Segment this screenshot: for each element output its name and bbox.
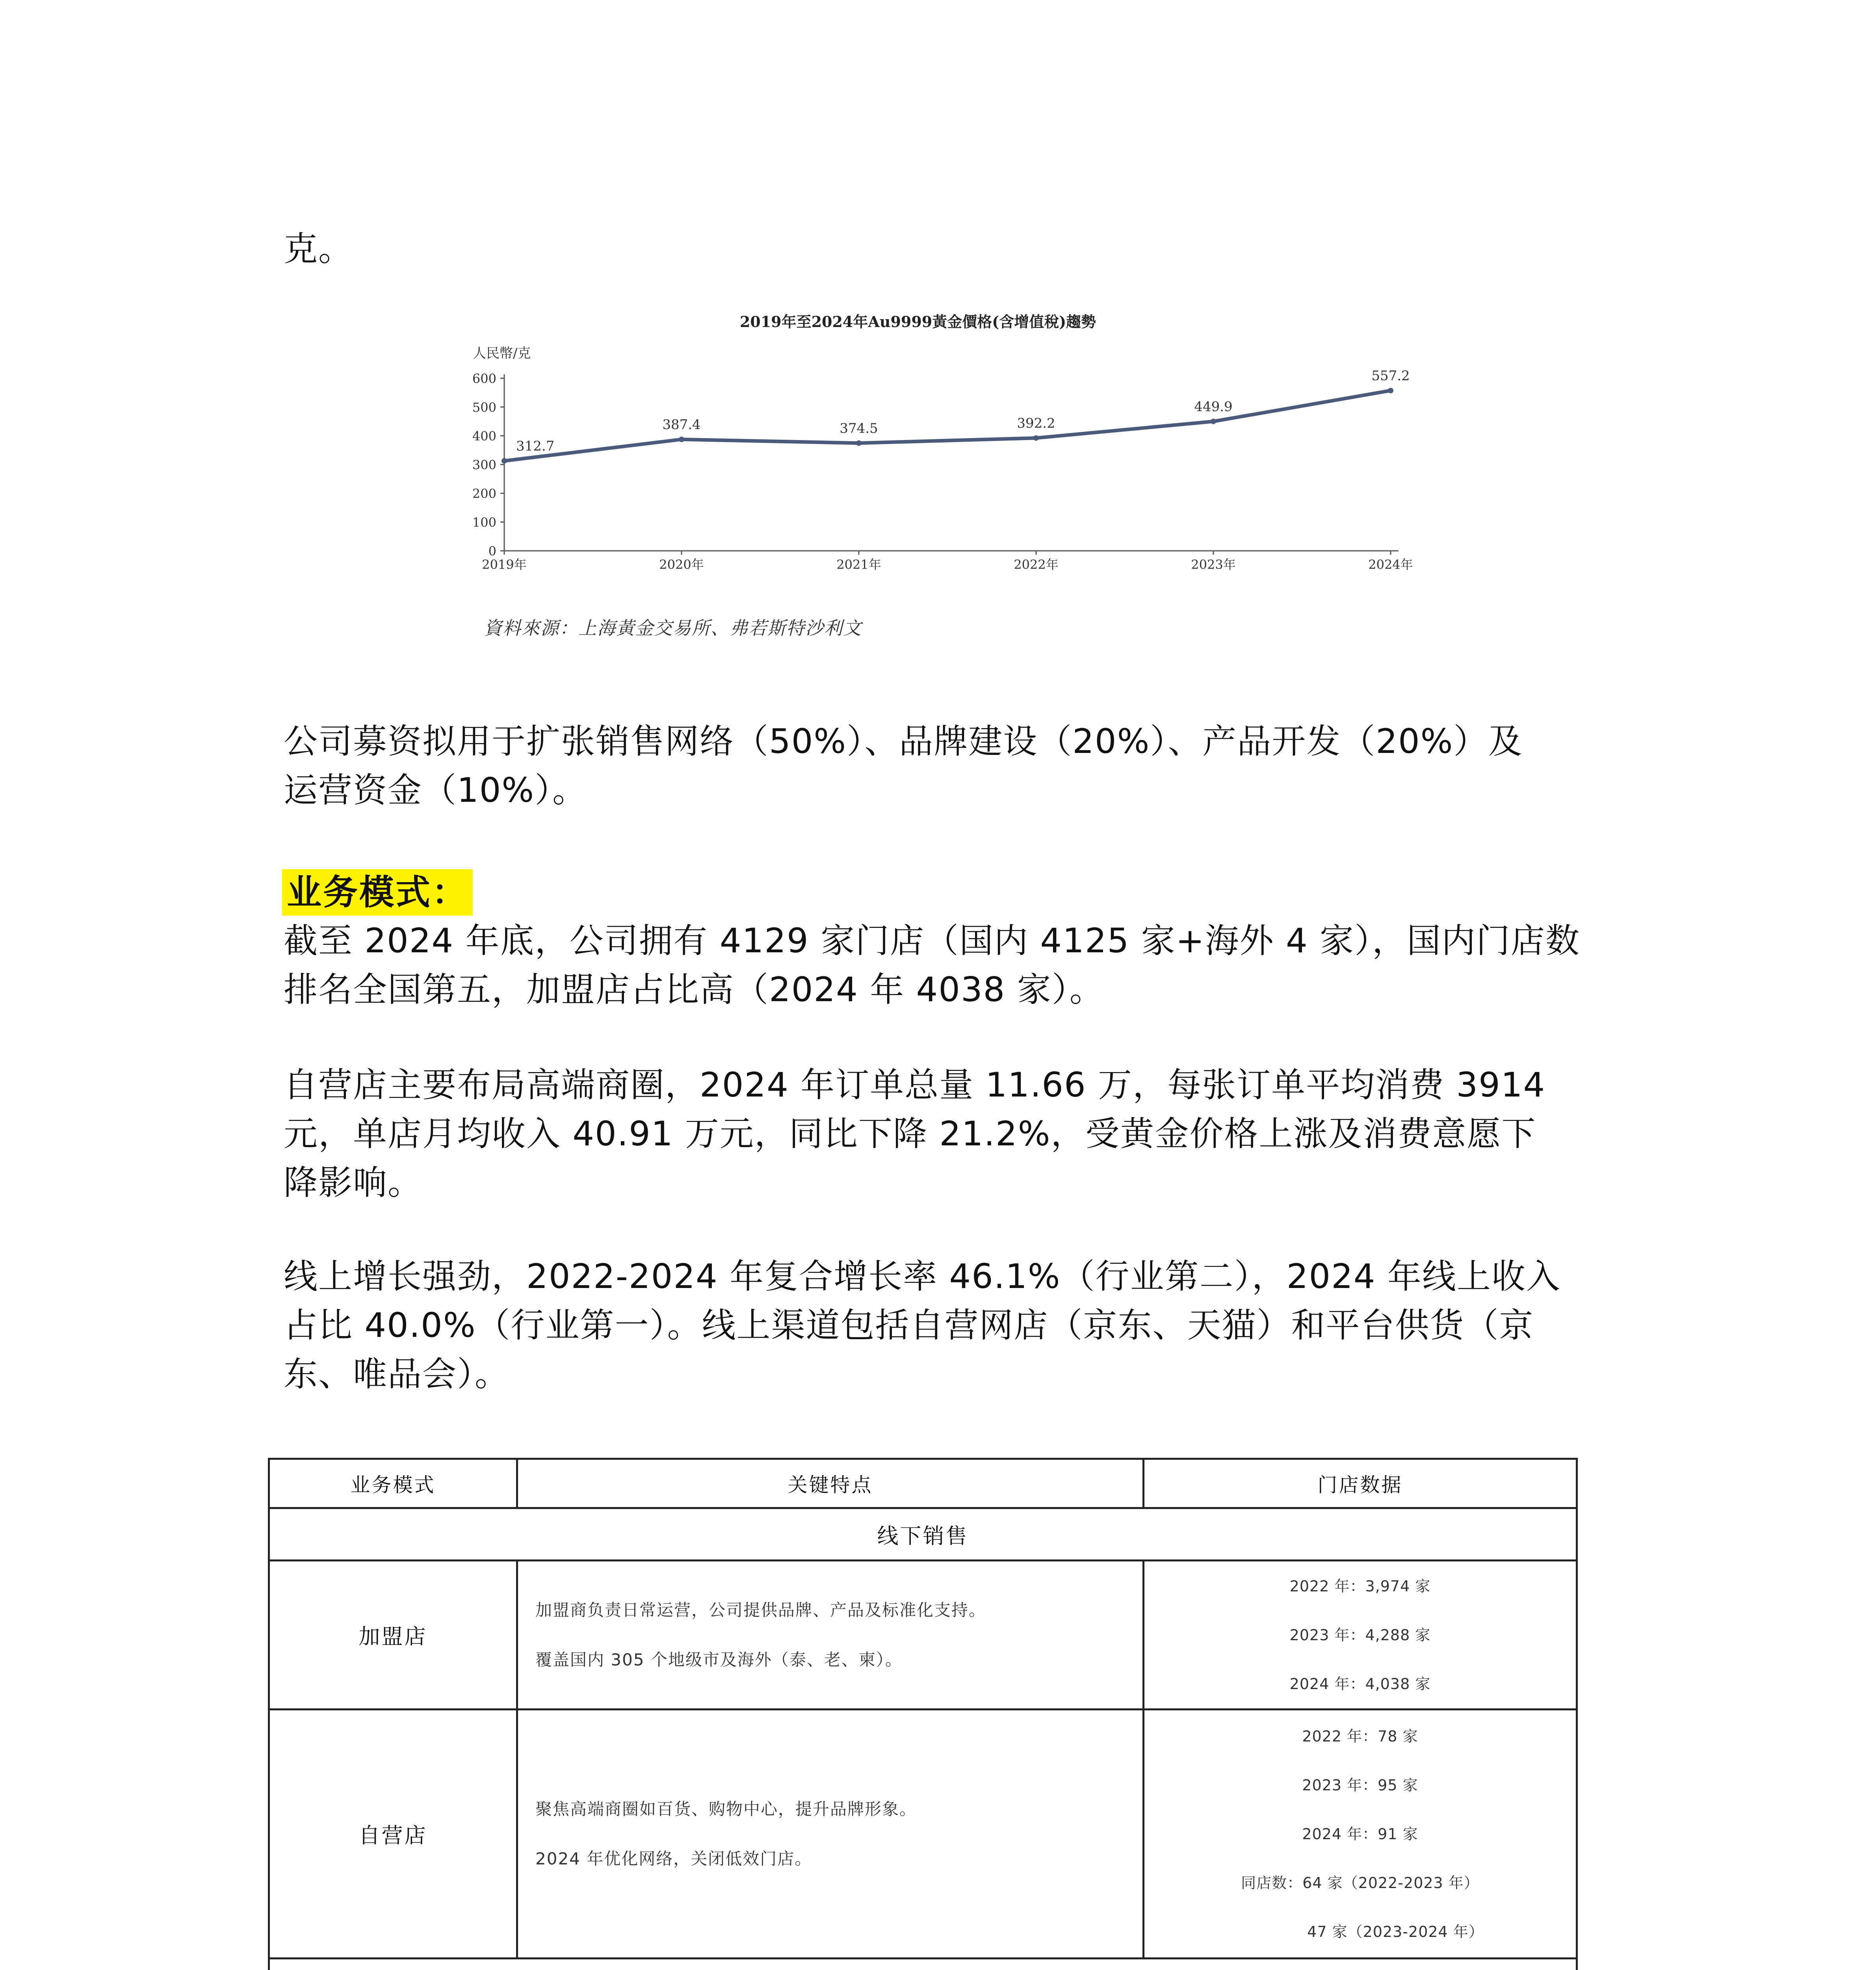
chart-series-line: [504, 390, 1391, 461]
self-store-data: 2022 年：78 家 2023 年：95 家 2024 年：91 家 同店数：64 家（2022-2023 年） 47 家（2023-2024 年）: [1144, 1710, 1577, 1959]
self-store-desc: 聚焦高端商圈如百货、购物中心，提升品牌形象。 2024 年优化网络，关闭低效门店。: [517, 1710, 1144, 1959]
chart-data-label: 312.7: [516, 438, 555, 454]
franchise-data: 2022 年：3,974 家 2023 年：4,288 家 2024 年：4,038 家: [1144, 1561, 1577, 1710]
business-model-heading: 业务模式：: [282, 869, 473, 916]
table-header-features: 关键特点: [517, 1459, 1144, 1508]
table-section-offline: [269, 1508, 1577, 1561]
chart-y-tick-label: 100: [472, 515, 496, 530]
chart-data-point: [679, 437, 684, 442]
table-section-online: [269, 1959, 1577, 1970]
chart-axes: [472, 371, 1413, 572]
chart-data-label: 392.2: [1017, 415, 1055, 431]
chart-y-axis-label: 人民幣/克: [473, 346, 531, 361]
chart-data-point: [1033, 435, 1039, 441]
business-paragraph-2: 自营店主要布局高端商圈，2024 年订单总量 11.66 万，每张订单平均消费 3914 元，单店月均收入 40.91 万元，同比下降 21.2%，受黄金价格上涨及消费意愿下 降影响。: [284, 1065, 1546, 1202]
chart-y-tick-label: 600: [472, 371, 496, 386]
chart-source-note: 資料來源：上海黃金交易所、弗若斯特沙利文: [484, 617, 862, 639]
chart-y-tick-label: 0: [488, 544, 496, 559]
gold-price-chart: [453, 299, 1422, 654]
chart-data-point: [1211, 419, 1216, 424]
franchise-desc: 加盟商负责日常运营，公司提供品牌、产品及标准化支持。 覆盖国内 305 个地级市及海外（泰、老、柬）。: [517, 1561, 1144, 1710]
chart-data-point: [502, 458, 507, 464]
franchise-mode: 加盟店: [269, 1561, 517, 1710]
section-offline-label: 线下销售: [269, 1508, 1577, 1561]
chart-y-tick-label: 500: [472, 400, 496, 415]
chart-marks: [502, 368, 1410, 463]
chart-x-tick-label: 2022年: [1014, 557, 1059, 572]
chart-y-tick-label: 200: [472, 486, 496, 501]
chart-y-tick-label: 400: [472, 429, 496, 444]
table-row-franchise: [269, 1561, 1577, 1710]
chart-x-tick-label: 2023年: [1191, 557, 1236, 572]
chart-data-label: 387.4: [662, 417, 701, 433]
table-header-store-data: 门店数据: [1144, 1459, 1577, 1508]
section-online-label: [269, 1959, 1577, 1970]
chart-data-point: [1388, 388, 1393, 393]
fundraise-paragraph: 公司募资拟用于扩张销售网络（50%）、品牌建设（20%）、产品开发（20%）及 运营资金（10%）。: [284, 722, 1523, 810]
chart-x-tick-label: 2019年: [482, 557, 527, 572]
chart-x-tick-label: 2020年: [659, 557, 704, 572]
chart-svg: [453, 299, 1422, 654]
intro-tail: 克。: [284, 229, 353, 269]
table-header-row: [269, 1459, 1577, 1508]
business-model-table: [268, 1458, 1578, 1970]
chart-data-point: [856, 440, 862, 446]
self-store-mode: 自营店: [269, 1710, 517, 1959]
chart-x-tick-label: 2021年: [836, 557, 881, 572]
chart-title: 2019年至2024年Au9999黃金價格(含增值稅)趨勢: [739, 313, 1096, 331]
table-header-mode: 业务模式: [269, 1459, 517, 1508]
chart-data-label: 374.5: [840, 420, 878, 437]
chart-data-label: 557.2: [1371, 368, 1410, 384]
business-paragraph-1: 截至 2024 年底，公司拥有 4129 家门店（国内 4125 家+海外 4 家），国内门店数 排名全国第五，加盟店占比高（2024 年 4038 家）。: [284, 921, 1581, 1009]
business-paragraph-3: 线上增长强劲，2022-2024 年复合增长率 46.1%（行业第二），2024 年线上收入 占比 40.0%（行业第一）。线上渠道包括自营网店（京东、天猫）和平台供货（京 东、唯品会）。: [284, 1257, 1561, 1394]
chart-data-label: 449.9: [1194, 399, 1233, 415]
chart-y-tick-label: 300: [472, 457, 496, 472]
table-row-self-store: [269, 1710, 1577, 1959]
chart-x-tick-label: 2024年: [1368, 557, 1413, 572]
